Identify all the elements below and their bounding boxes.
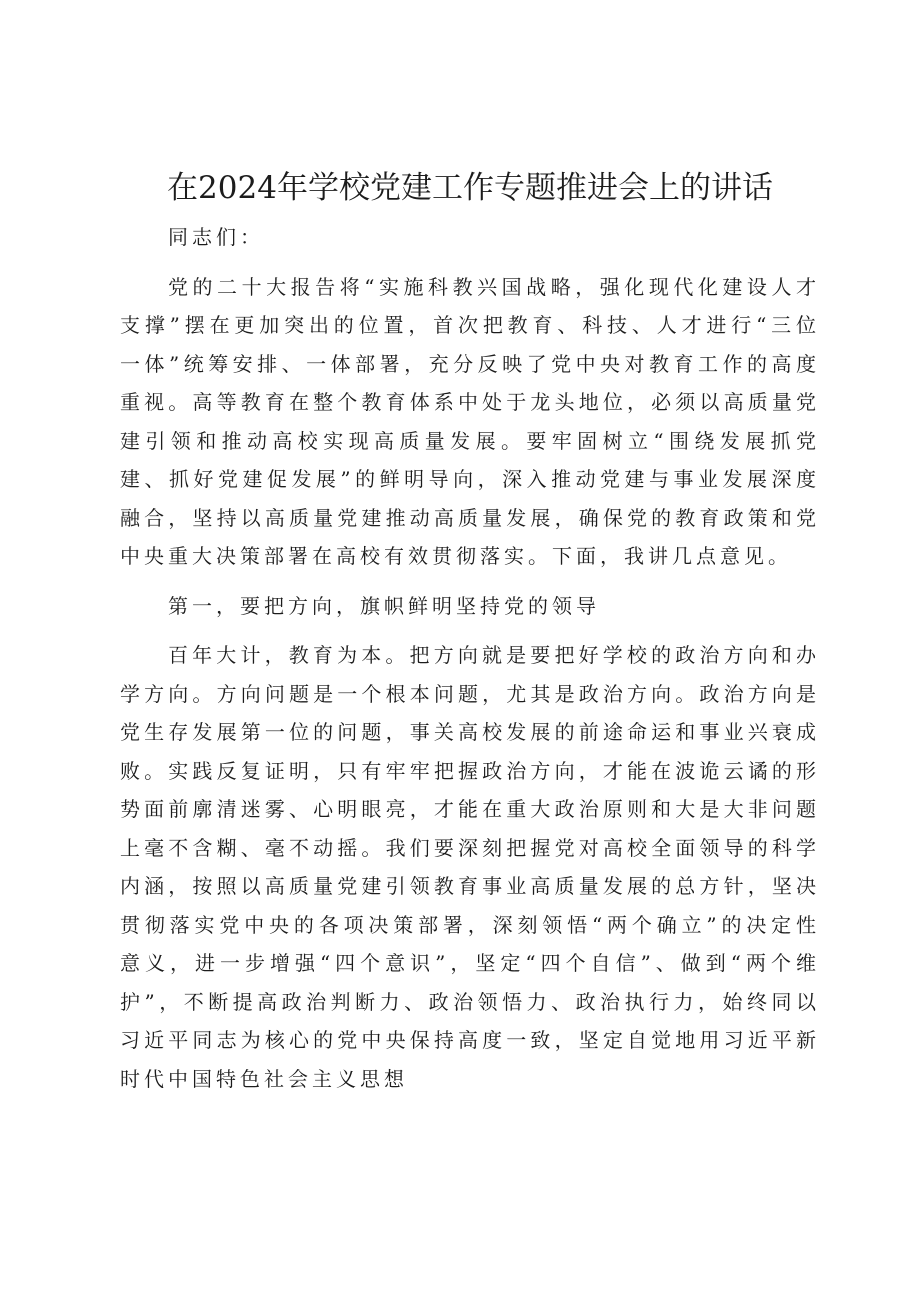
document-title: 在2024年学校党建工作专题推进会上的讲话 <box>167 170 773 206</box>
spacer <box>120 625 820 636</box>
greeting: 同志们： <box>168 225 264 249</box>
paragraph-section-1: 百年大计，教育为本。把方向就是要把好学校的政治方向和办学方向。方向问题是一个根本问题，尤其是政治方向。政治方向是党生存发展第一位的问题，事关高校发展的前途命运和事业兴衰成败。实践反复证明，只有牢牢把握政治方向，才能在波诡云谲的形势面前廓清迷雾、心明眼亮，才能在重大政治原则和大是大非问题上毫不含糊、毫不动摇。我们要深刻把握党对高校全面领导的科学内涵，按照以高质量党建引领教育事业高质量发展的总方针，坚决贯彻落实党中央的各项决策部署，深刻领悟“两个确立”的决定性意义，进一步增强“四个意识”，坚定“四个自信”、做到“两个维护”，不断提高政治判断力、政治领悟力、政治执行力，始终同以习近平同志为核心的党中央保持高度一致，坚定自觉地用习近平新时代中国特色社会主义思想 <box>120 643 820 1091</box>
spacer <box>120 257 820 268</box>
paragraph-intro: 党的二十大报告将“实施科教兴国战略，强化现代化建设人才支撑”摆在更加突出的位置，首次把教育、科技、人才进行“三位一体”统筹安排、一体部署，充分反映了党中央对教育工作的高度重视。高等教育在整个教育体系中处于龙头地位，必须以高质量党建引领和推动高校实现高质量发展。要牢固树立“围绕发展抓党建、抓好党建促发展”的鲜明导向，深入推动党建与事业发展深度融合，坚持以高质量党建推动高质量发展，确保党的教育政策和党中央重大决策部署在高校有效贯彻落实。下面，我讲几点意见。 <box>120 274 820 568</box>
section-heading-1: 第一，要把方向，旗帜鲜明坚持党的领导 <box>168 593 600 618</box>
spacer <box>120 576 820 587</box>
document-body <box>120 160 820 1098</box>
